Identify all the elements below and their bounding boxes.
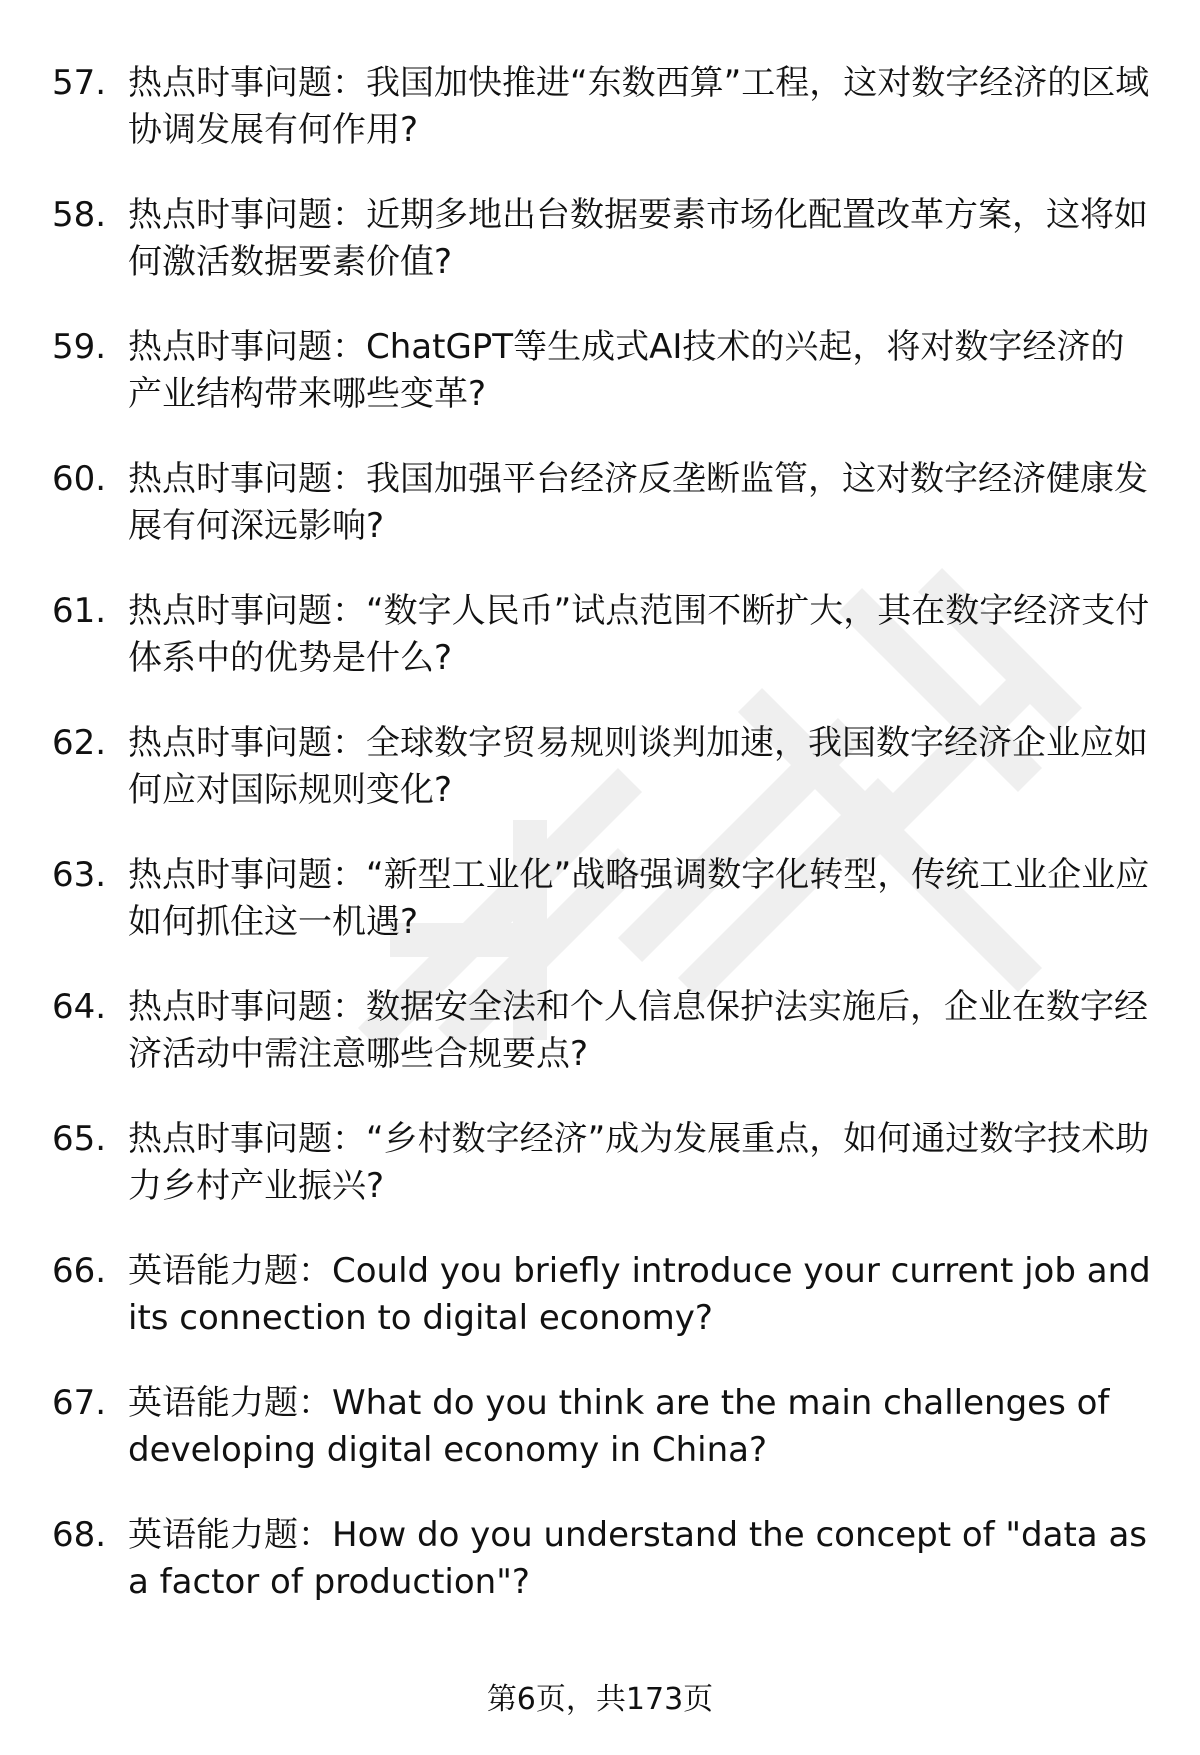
question-item-59 [52, 324, 1152, 456]
question-item-66 [52, 1248, 1152, 1380]
question-number: 65. [52, 1119, 107, 1159]
question-text: 热点时事问题：全球数字贸易规则谈判加速，我国数字经济企业应如何应对国际规则变化? [128, 723, 1148, 810]
question-number: 61. [52, 591, 107, 631]
question-number: 63. [52, 855, 107, 895]
question-number: 58. [52, 195, 107, 235]
question-number: 57. [52, 63, 107, 103]
question-text: 热点时事问题：“数字人民币”试点范围不断扩大，其在数字经济支付体系中的优势是什么? [128, 591, 1150, 678]
question-number: 60. [52, 459, 107, 499]
question-text: 热点时事问题：近期多地出台数据要素市场化配置改革方案，这将如何激活数据要素价值? [128, 195, 1148, 282]
question-item-58 [52, 192, 1152, 324]
question-text: 热点时事问题：“新型工业化”战略强调数字化转型，传统工业企业应如何抓住这一机遇? [128, 855, 1150, 942]
question-text: 热点时事问题：ChatGPT等生成式AI技术的兴起，将对数字经济的产业结构带来哪些变革? [128, 327, 1125, 414]
question-text: 热点时事问题：数据安全法和个人信息保护法实施后，企业在数字经济活动中需注意哪些合规要点? [128, 987, 1148, 1074]
question-item-60 [52, 456, 1152, 588]
question-item-63 [52, 852, 1152, 984]
question-item-57 [52, 60, 1152, 192]
question-text: 热点时事问题：我国加快推进“东数西算”工程，这对数字经济的区域协调发展有何作用? [128, 63, 1150, 150]
question-item-61 [52, 588, 1152, 720]
question-item-65 [52, 1116, 1152, 1248]
question-text: 英语能力题：How do you understand the concept of "data as a factor of production"? [128, 1515, 1147, 1602]
question-number: 59. [52, 327, 107, 367]
question-item-62 [52, 720, 1152, 852]
question-item-68 [52, 1512, 1152, 1644]
question-list [52, 60, 1152, 1644]
question-text: 英语能力题：What do you think are the main challenges of developing digital economy in China? [128, 1383, 1110, 1470]
question-number: 67. [52, 1383, 107, 1423]
question-number: 68. [52, 1515, 107, 1555]
question-text: 热点时事问题：“乡村数字经济”成为发展重点，如何通过数字技术助力乡村产业振兴? [128, 1119, 1150, 1206]
question-number: 64. [52, 987, 107, 1027]
question-item-67 [52, 1380, 1152, 1512]
question-item-64 [52, 984, 1152, 1116]
question-number: 66. [52, 1251, 107, 1291]
question-text: 英语能力题：Could you briefly introduce your current job and its connection to digital economy? [128, 1251, 1151, 1338]
question-text: 热点时事问题：我国加强平台经济反垄断监管，这对数字经济健康发展有何深远影响? [128, 459, 1148, 546]
page-footer: 第6页，共173页 [486, 1682, 714, 1717]
question-number: 62. [52, 723, 107, 763]
